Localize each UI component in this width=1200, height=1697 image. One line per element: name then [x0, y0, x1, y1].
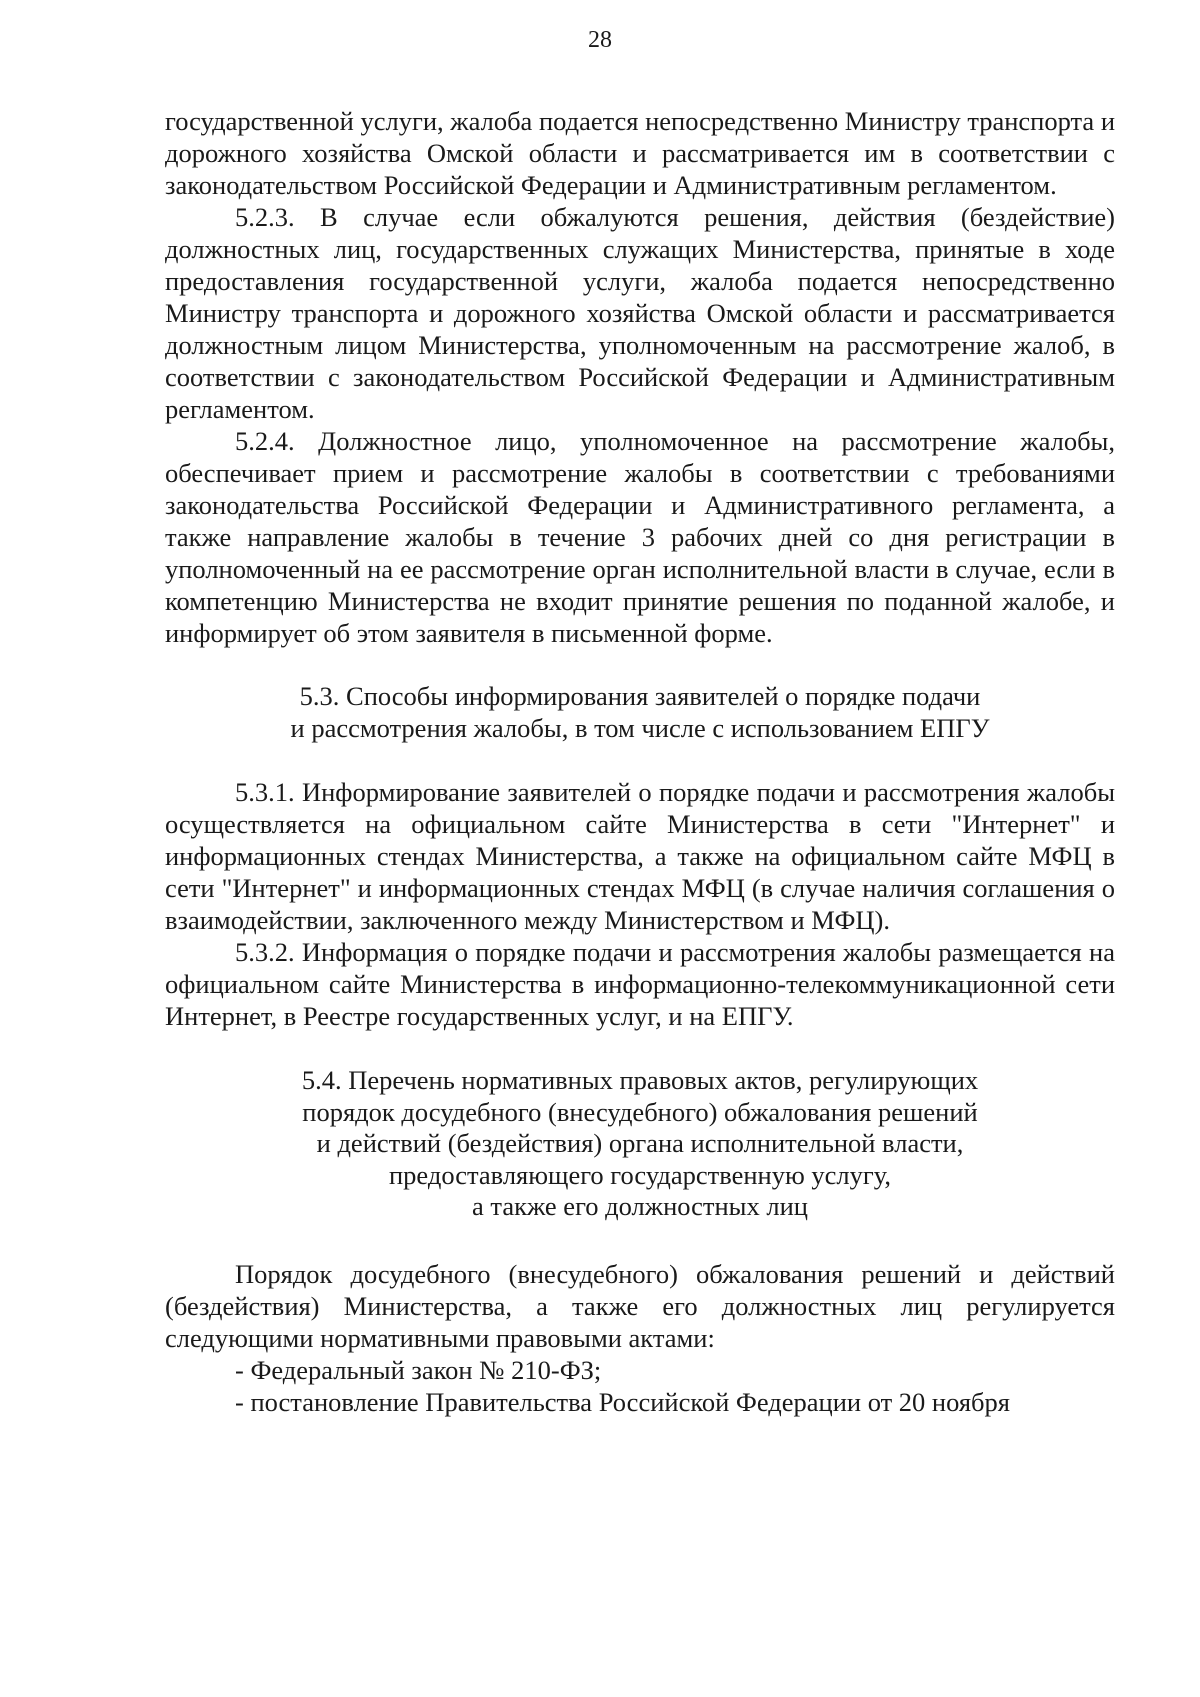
paragraph-5-2-3: 5.2.3. В случае если обжалуются решения, действия (бездействие) должностных лиц, государственных служащих Министерства, принятые в ходе предоставления государственной услуги, жалоба подается непосредственно Министру транспорта и дорожного хозяйства Омской области и рассматривается должностным лицом Министерства, уполномоченным на рассмотрение жалоб, в соответствии с законодательством Российской Федерации и Административным регламентом. [165, 202, 1115, 424]
document-body [165, 105, 1115, 1418]
paragraph-5-4-intro: Порядок досудебного (внесудебного) обжалования решений и действий (бездействия) Министерства, а также его должностных лиц регулируется следующими нормативными правовыми актами: [165, 1258, 1115, 1353]
heading-line: и рассмотрения жалобы, в том числе с использованием ЕПГУ [290, 712, 990, 743]
heading-line: 5.3. Способы информирования заявителей о порядке подачи [299, 681, 981, 711]
paragraph-5-2-4: 5.2.4. Должностное лицо, уполномоченное на рассмотрение жалобы, обеспечивает прием и рассмотрение жалобы в соответствии с требованиями законодательства Российской Федерации и Административного регламента, а также направление жалобы в течение 3 рабочих дней со дня регистрации в уполномоченный на ее рассмотрение орган исполнительной власти в случае, если в компетенцию Министерства не входит принятие решения по поданной жалобе, и информирует об этом заявителя в письменной форме. [165, 426, 1115, 648]
list-item: - постановление Правительства Российской Федерации от 20 ноября [235, 1386, 1010, 1417]
section-heading-5-4 [165, 1065, 1115, 1223]
heading-line: порядок досудебного (внесудебного) обжалования решений [302, 1096, 978, 1127]
list-item: - Федеральный закон № 210-ФЗ; [235, 1354, 602, 1385]
heading-line: 5.4. Перечень нормативных правовых актов, регулирующих [301, 1065, 979, 1095]
heading-line: а также его должностных лиц [472, 1191, 808, 1221]
paragraph-5-3-2: 5.3.2. Информация о порядке подачи и рассмотрения жалобы размещается на официальном сайте Министерства в информационно-телекоммуникационной сети Интернет, в Реестре государственных услуг, и на ЕПГУ. [165, 937, 1115, 1031]
page-number: 28 [588, 27, 612, 53]
heading-line: и действий (бездействия) органа исполнительной власти, [316, 1128, 964, 1158]
paragraph-5-3-1: 5.3.1. Информирование заявителей о порядке подачи и рассмотрения жалобы осуществляется на официальном сайте Министерства в сети "Интернет" и информационных стендах Министерства, а также на официальном сайте МФЦ в сети "Интернет" и информационных стендах МФЦ (в случае наличия соглашения о взаимодействии, заключенного между Министерством и МФЦ). [165, 777, 1115, 935]
paragraph-continuation: государственной услуги, жалоба подается непосредственно Министру транспорта и дорожного хозяйства Омской области и рассматривается им в соответствии с законодательством Российской Федерации и Административным регламентом. [165, 106, 1115, 200]
heading-line: предоставляющего государственную услугу, [389, 1159, 891, 1190]
section-heading-5-3 [165, 681, 1115, 744]
